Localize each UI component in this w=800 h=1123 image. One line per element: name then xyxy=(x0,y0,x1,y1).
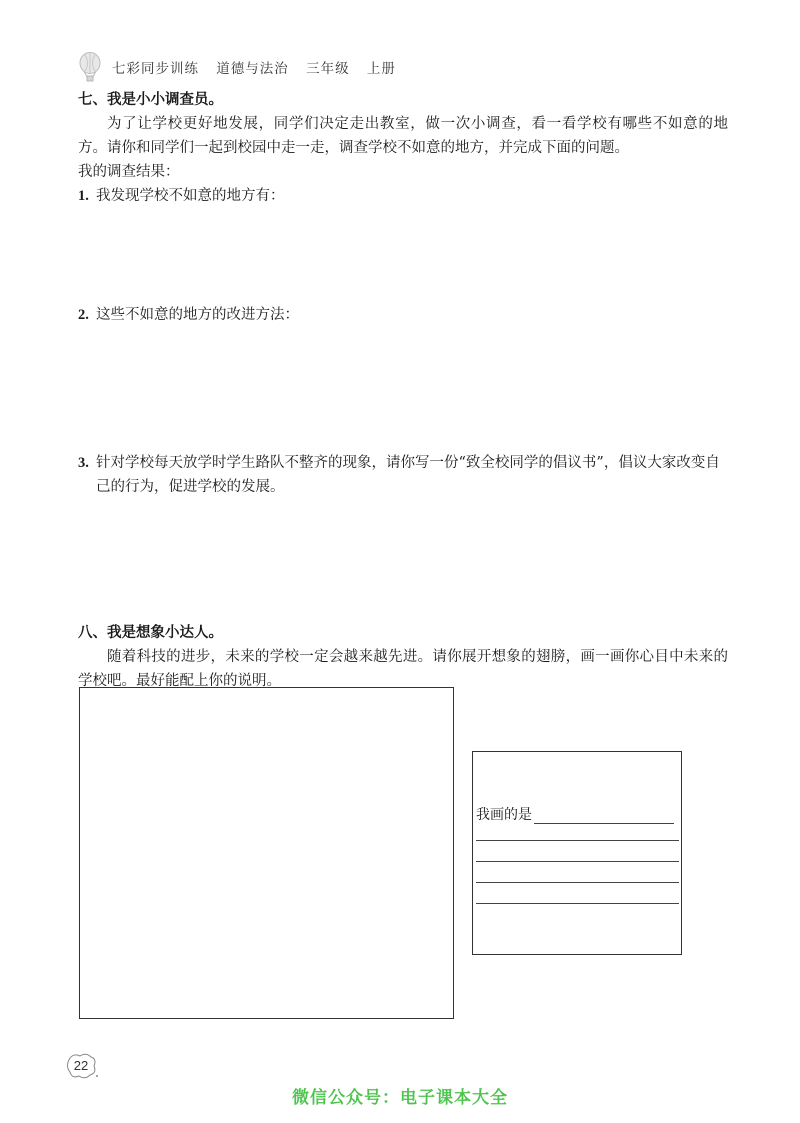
question-text: 这些不如意的地方的改进方法： xyxy=(96,307,299,323)
series-title: 七彩同步训练 xyxy=(112,61,199,77)
watermark: 微信公众号：电子课本大全 xyxy=(292,1088,508,1108)
question-text: 针对学校每天放学时学生路队不整齐的现象，请你写一份“致全校同学的倡议书”，倡议大家改变自己的行为，促进学校的发展。 xyxy=(96,455,720,495)
section-7 xyxy=(78,88,728,208)
page-number: 22 xyxy=(73,1058,89,1073)
question-number: 2. xyxy=(78,307,89,323)
question-3 xyxy=(78,451,728,499)
results-label: 我的调查结果： xyxy=(78,164,180,180)
writing-line[interactable] xyxy=(476,882,679,883)
section-8 xyxy=(78,621,728,693)
caption-prompt: 我画的是 xyxy=(476,807,532,823)
question-1 xyxy=(78,184,728,208)
section-7-title: 七、我是小小调查员。 xyxy=(78,92,223,108)
writing-line[interactable] xyxy=(476,861,679,862)
section-8-intro: 随着科技的进步，未来的学校一定会越来越先进。请你展开想象的翅膀，画一画你心目中未来的学校吧。最好能配上你的说明。 xyxy=(78,649,728,689)
section-8-title: 八、我是想象小达人。 xyxy=(78,625,223,641)
question-2 xyxy=(78,303,728,327)
page-header xyxy=(78,52,408,82)
caption-blank[interactable] xyxy=(534,807,674,824)
hot-air-balloon-icon xyxy=(78,52,102,82)
subject-title: 道德与法治 xyxy=(216,61,289,77)
question-number: 3. xyxy=(78,455,89,471)
drawing-area[interactable] xyxy=(79,687,454,1019)
page-number-badge xyxy=(64,1052,100,1080)
question-number: 1. xyxy=(78,188,89,204)
section-7-intro: 为了让学校更好地发展，同学们决定走出教室，做一次小调查，看一看学校有哪些不如意的地方。请你和同学们一起到校园中走一走，调查学校不如意的地方，并完成下面的问题。 xyxy=(78,116,728,156)
writing-line[interactable] xyxy=(476,840,679,841)
volume-label: 上册 xyxy=(366,61,396,77)
grade-label: 三年级 xyxy=(306,61,350,77)
question-text: 我发现学校不如意的地方有： xyxy=(96,188,285,204)
caption-box[interactable] xyxy=(472,751,682,955)
writing-line[interactable] xyxy=(476,903,679,904)
